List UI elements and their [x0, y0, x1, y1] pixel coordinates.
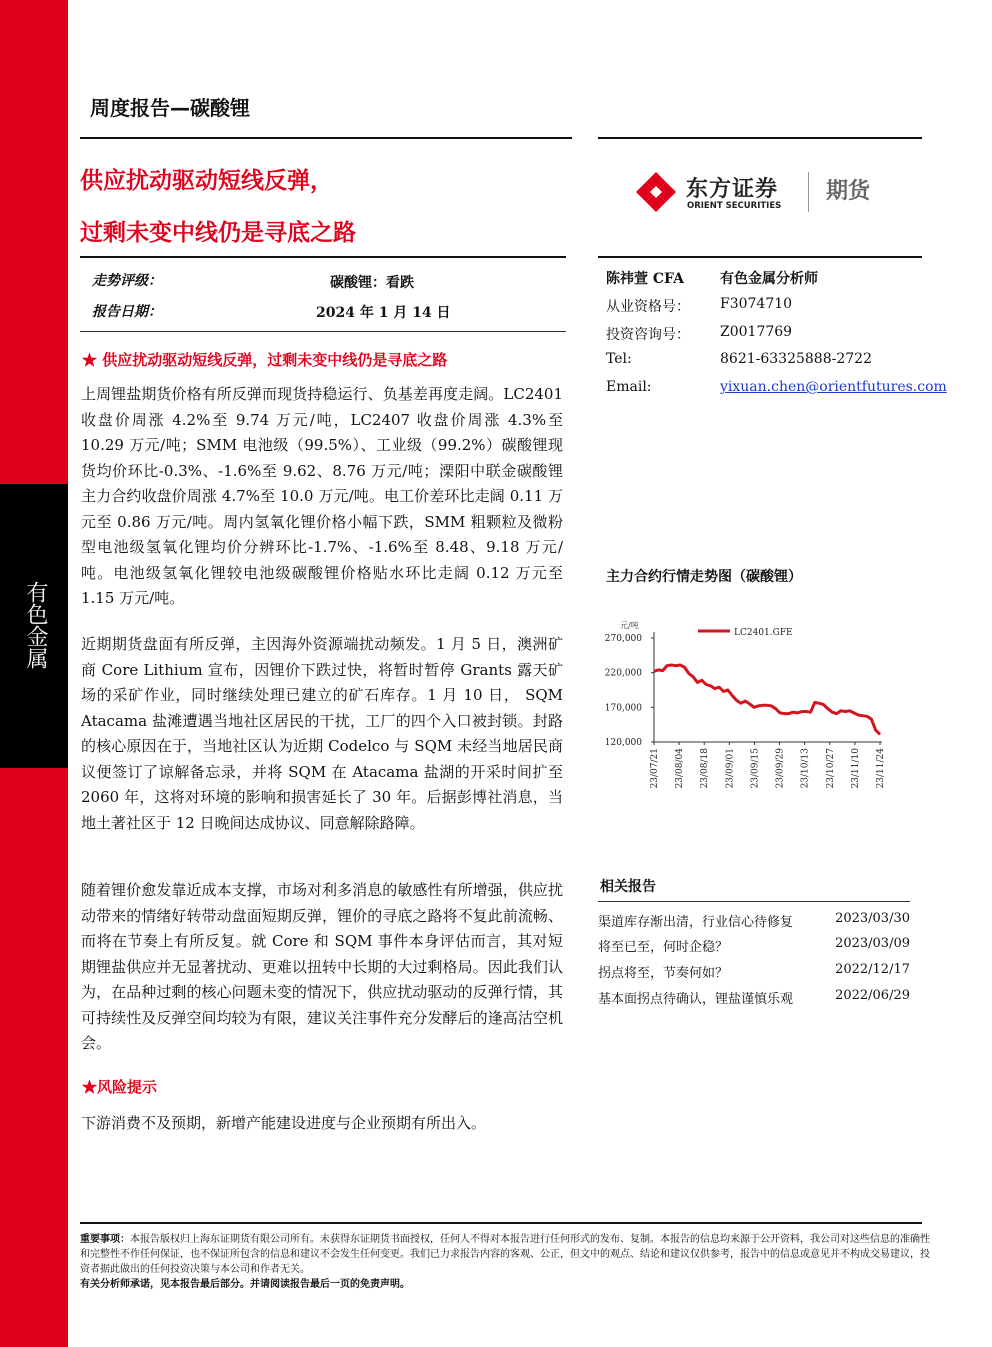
legend-label: LC2401.GFE — [734, 628, 793, 638]
related-reports-heading: 相关报告 — [600, 879, 656, 895]
report-type-title: 周度报告—碳酸锂 — [90, 96, 250, 120]
x-tick-label: 23/07/21 — [650, 748, 660, 789]
rating-value: 碳酸锂：看跌 — [330, 275, 414, 291]
analyst-title: 有色金属分析师 — [720, 271, 818, 287]
x-tick-label: 23/09/15 — [750, 748, 761, 789]
disclaimer-footer: 有关分析师承诺，见本报告最后部分。并请阅读报告最后一页的免责声明。 — [80, 1279, 410, 1290]
date-value: 2024 年 1 月 14 日 — [316, 305, 451, 321]
related-report-date: 2022/06/29 — [835, 988, 910, 1003]
headline-line-1: 供应扰动驱动短线反弹， — [80, 168, 333, 194]
headline-line-2: 过剩未变中线仍是寻底之路 — [80, 220, 356, 246]
x-tick-label: 23/09/01 — [725, 748, 736, 789]
related-report-date: 2023/03/09 — [835, 936, 910, 951]
x-tick-label: 23/10/27 — [825, 748, 836, 789]
rating-label: 走势评级： — [92, 273, 162, 289]
logo-separator — [808, 172, 809, 212]
related-report-date: 2022/12/17 — [835, 962, 910, 977]
summary-heading: ★ 供应扰动驱动短线反弹，过剩未变中线仍是寻底之路 — [82, 351, 448, 369]
related-report-row[interactable] — [598, 911, 910, 930]
related-report-title: 将至已至，何时企稳？ — [598, 940, 729, 955]
related-report-title: 基本面拐点待确认，锂盐谨慎乐观 — [598, 992, 794, 1007]
y-tick-label: 270,000 — [604, 634, 642, 644]
header-rule — [80, 137, 572, 139]
meta-top-rule — [80, 256, 566, 258]
related-report-row[interactable] — [598, 962, 910, 981]
logo-cn: 东方证券 — [686, 177, 779, 202]
x-tick-label: 23/08/04 — [675, 748, 686, 789]
logo-sub: 期货 — [826, 179, 871, 204]
tel-value: 8621-63325888-2722 — [720, 351, 872, 367]
related-report-date: 2023/03/30 — [835, 911, 910, 926]
disclaimer-text: 本报告版权归上海东证期货有限公司所有。未获得东证期货书面授权，任何人不得对本报告进行任何形式的发布、复制。本报告的信息均来源于公开资料，我公司对这些信息的准确性和完整性不作任何保证，也不保证所包含的信息和建议不会发生任何变更。我们已力求报告内容的客观、公正，但文中的观点、结论和建议仅供参考，报告中的信息或意见并不构成交易建议，投资者据此做出的任何投资决策与本公司和作者无关。 — [80, 1234, 930, 1275]
series-line-lc2401 — [654, 665, 880, 734]
qualification-number: F3074710 — [720, 296, 793, 312]
price-line-chart — [598, 612, 898, 812]
side-tab-label: 有色金属 — [23, 581, 48, 669]
x-tick-label: 23/11/10 — [850, 748, 861, 789]
related-rule — [598, 901, 910, 902]
risk-text: 下游消费不及预期，新增产能建设进度与企业预期有所出入。 — [81, 1114, 487, 1132]
x-tick-label: 23/09/29 — [775, 748, 786, 789]
tel-label: Tel: — [606, 351, 632, 367]
x-tick-label: 23/11/24 — [876, 748, 886, 789]
disclaimer-label: 重要事项： — [80, 1234, 130, 1245]
summary-paragraph-2: 近期期货盘面有所反弹，主因海外资源端扰动频发。1 月 5 日，澳洲矿商 Core Lithium 宣布，因锂价下跌过快，将暂时暂停 Grants 露天矿场的采矿作业，同时继续处理已建立的矿石库存。1 月 10 日， SQM Atacama 盐滩遭遇当地社区居民的干扰，工厂的四个入口被封锁。封路的核心原因在于，当地社区认为近期 Codelco 与 SQM 未经当地居民商议便签订了谅解备忘录，并将 SQM 在 Atacama 盐湖的开采时间扩至 2060 年，这将对环境的影响和损害延长了 30 年。后据彭博社消息，当地土著社区于 12 日晚间达成协议、同意解除路障。 — [81, 635, 563, 832]
orient-logo-mark-icon — [636, 172, 676, 212]
analyst-top-rule — [598, 256, 922, 258]
y-tick-label: 120,000 — [604, 738, 642, 748]
meta-bottom-rule — [80, 331, 566, 332]
email-label: Email: — [606, 379, 652, 395]
investment-consulting-number: Z0017769 — [720, 324, 793, 340]
x-tick-label: 23/10/13 — [800, 748, 811, 789]
related-report-title: 渠道库存渐出清，行业信心待修复 — [598, 915, 794, 930]
x-tick-label: 23/08/18 — [700, 748, 711, 789]
header-rule-right — [598, 137, 922, 139]
qualification-label: 从业资格号： — [606, 299, 690, 315]
y-tick-label: 170,000 — [604, 703, 642, 714]
analyst-name: 陈祎萱 CFA — [606, 271, 684, 287]
investment-consulting-label: 投资咨询号： — [606, 327, 690, 343]
summary-paragraph-3: 随着锂价愈发靠近成本支撑，市场对利多消息的敏感性有所增强，供应扰动带来的情绪好转带动盘面短期反弹，锂价的寻底之路将不复此前流畅、而将在节奏上有所反复。就 Core 和 SQM 事件本身评估而言，其对短期锂盐供应并无显著扰动、更难以扭转中长期的大过剩格局。因此我们认为，在品种过剩的核心问题未变的情况下，供应扰动驱动的反弹行情，其可持续性及反弹空间均较为有限，建议关注事件充分发酵后的逢高沽空机会。 — [81, 881, 563, 1052]
email-link[interactable]: yixuan.chen@orientfutures.com — [720, 379, 947, 395]
logo-en: ORIENT SECURITIES — [687, 201, 782, 211]
disclaimer — [80, 1232, 930, 1292]
risk-heading: ★风险提示 — [82, 1078, 158, 1096]
orient-securities-logo — [636, 170, 896, 220]
disclaimer-top-rule — [80, 1222, 922, 1224]
related-report-row[interactable] — [598, 988, 910, 1007]
chart-caption: 主力合约行情走势图（碳酸锂） — [606, 569, 802, 585]
related-report-row[interactable] — [598, 936, 910, 955]
summary-paragraph-1: 上周锂盐期货价格有所反弹而现货持稳运行、负基差再度走阔。LC2401 收盘价周涨 4.2%至 9.74 万元/吨，LC2407 收盘价周涨 4.3%至 10.29 万元/吨；SMM 电池级（99.5%）、工业级（99.2%）碳酸锂现货均价环比-0.3%、-1.6%至 9.62、8.76 万元/吨；溧阳中联金碳酸锂主力合约收盘价周涨 4.7%至 10.0 万元/吨。电工价差环比走阔 0.11 万元至 0.86 万元/吨。周内氢氧化锂价格小幅下跌，SMM 粗颗粒及微粉型电池级氢氧化锂均价分辨环比-1.7%、-1.6%至 8.48、9.18 万元/吨。电池级氢氧化锂较电池级碳酸锂价格贴水环比走阔 0.12 万元至 1.15 万元/吨。 — [81, 385, 563, 607]
y-axis-unit: 元/吨 — [620, 621, 639, 630]
date-label: 报告日期： — [92, 304, 162, 320]
y-tick-label: 220,000 — [604, 668, 642, 679]
related-report-title: 拐点将至，节奏何如？ — [598, 966, 729, 981]
